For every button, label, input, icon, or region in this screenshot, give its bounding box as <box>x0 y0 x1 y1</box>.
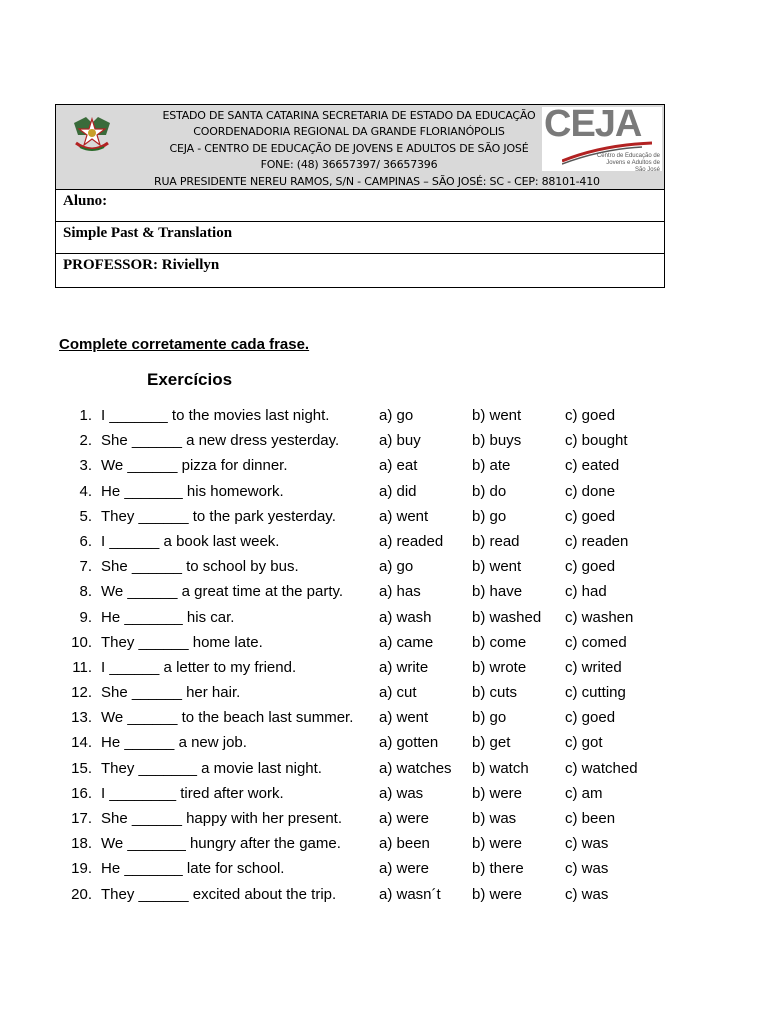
option-c: c) eated <box>565 457 620 475</box>
option-b: b) watch <box>472 759 529 777</box>
exercise-sentence: She ______ to school by bus. <box>101 558 299 576</box>
option-c: c) writed <box>565 658 622 676</box>
exercise-item <box>70 884 750 909</box>
exercise-sentence: She ______ happy with her present. <box>101 810 343 827</box>
option-b: b) was <box>472 810 517 827</box>
option-b: b) were <box>472 835 523 853</box>
option-b: b) were <box>472 784 523 802</box>
exercise-number: 6. <box>79 532 92 550</box>
exercise-sentence: They ______ to the park yesterday. <box>101 507 336 525</box>
option-b: b) there <box>472 860 524 878</box>
option-c: c) goed <box>565 507 616 525</box>
option-a: a) eat <box>379 457 418 475</box>
option-b: b) go <box>472 507 507 525</box>
option-b: b) come <box>472 633 527 651</box>
option-a: a) was <box>379 784 424 802</box>
subject-row: Simple Past & Translation <box>56 222 664 254</box>
state-crest-icon <box>68 113 116 157</box>
exercise-number: 13. <box>71 709 92 727</box>
exercise-item <box>70 455 750 480</box>
ceja-logo <box>542 103 662 173</box>
option-b: b) go <box>472 709 507 727</box>
exercise-number: 16. <box>71 784 92 802</box>
option-c: c) bought <box>565 432 628 450</box>
option-c: c) comed <box>565 633 627 651</box>
option-c: c) readen <box>565 532 629 550</box>
option-a: a) were <box>379 860 430 878</box>
professor-row: PROFESSOR: Riviellyn <box>63 257 220 273</box>
exercise-sentence: I ________ tired after work. <box>101 784 284 802</box>
exercise-item <box>70 481 750 506</box>
logo-subtitle: Centro de Educação de Jovens e Adultos de São José <box>596 153 660 173</box>
option-a: a) gotten <box>379 734 439 752</box>
exercise-number: 12. <box>71 684 92 702</box>
exercise-sentence: We _______ hungry after the game. <box>101 835 341 853</box>
exercise-item <box>70 556 750 581</box>
exercise-sentence: He _______ late for school. <box>101 860 285 878</box>
option-c: c) was <box>565 835 609 853</box>
option-a: a) cut <box>379 684 417 702</box>
header-line: ESTADO DE SANTA CATARINA SECRETARIA DE ESTADO DA EDUCAÇÃO <box>162 109 536 122</box>
option-c: c) been <box>565 810 616 827</box>
option-b: b) have <box>472 583 523 601</box>
option-b: b) get <box>472 734 511 752</box>
exercise-sentence: I _______ to the movies last night. <box>101 407 330 424</box>
exercise-item <box>70 833 750 858</box>
exercise-sentence: I ______ a book last week. <box>101 532 280 550</box>
header-line: COORDENADORIA REGIONAL DA GRANDE FLORIANÓPOLIS <box>193 125 505 139</box>
exercise-number: 2. <box>79 432 92 450</box>
exercise-number: 9. <box>79 608 92 626</box>
option-a: a) been <box>379 835 430 853</box>
exercise-sentence: She ______ her hair. <box>101 684 241 702</box>
exercise-item <box>70 858 750 883</box>
exercise-sentence: She ______ a new dress yesterday. <box>101 432 340 450</box>
option-c: c) goed <box>565 709 616 727</box>
option-c: c) got <box>565 734 603 752</box>
exercise-item <box>70 430 750 455</box>
option-a: a) went <box>379 709 429 727</box>
exercise-item <box>70 808 750 833</box>
exercise-sentence: He _______ his car. <box>101 608 235 626</box>
option-c: c) was <box>565 885 609 903</box>
exercise-list <box>70 405 750 909</box>
option-c: c) washen <box>565 608 634 626</box>
exercise-sentence: We ______ a great time at the party. <box>101 583 344 601</box>
exercise-number: 7. <box>79 558 92 576</box>
option-c: c) cutting <box>565 684 626 702</box>
exercise-number: 18. <box>71 835 92 853</box>
exercise-number: 19. <box>71 860 92 878</box>
option-a: a) were <box>379 810 430 827</box>
option-b: b) ate <box>472 457 511 475</box>
exercise-number: 8. <box>79 583 92 601</box>
instruction-text: Complete corretamente cada frase. <box>59 336 310 353</box>
exercise-item <box>70 732 750 757</box>
exercise-item <box>70 531 750 556</box>
option-c: c) done <box>565 482 616 500</box>
exercise-number: 4. <box>79 482 92 500</box>
exercise-number: 11. <box>72 658 92 676</box>
exercise-item <box>70 506 750 531</box>
exercise-number: 14. <box>71 734 92 752</box>
option-b: b) do <box>472 482 507 500</box>
option-a: a) write <box>379 658 429 676</box>
exercise-sentence: They ______ excited about the trip. <box>101 885 337 903</box>
header-line: FONE: (48) 36657397/ 36657396 <box>260 158 438 172</box>
exercise-number: 1. <box>79 407 92 424</box>
exercise-item <box>70 581 750 606</box>
exercise-number: 15. <box>71 759 92 777</box>
exercise-item <box>70 657 750 682</box>
option-a: a) wash <box>379 608 432 626</box>
option-b: b) went <box>472 558 522 576</box>
exercise-sentence: They ______ home late. <box>101 633 263 651</box>
exercise-sentence: We ______ pizza for dinner. <box>101 457 288 475</box>
exercise-number: 10. <box>71 633 92 651</box>
student-row: Aluno: <box>56 190 664 222</box>
exercise-number: 17. <box>71 810 92 827</box>
exercise-item <box>70 632 750 657</box>
exercise-number: 3. <box>79 457 92 475</box>
option-a: a) go <box>379 407 414 424</box>
option-b: b) were <box>472 885 523 903</box>
option-a: a) go <box>379 558 414 576</box>
option-b: b) buys <box>472 432 522 450</box>
exercise-item <box>70 607 750 632</box>
option-b: b) wrote <box>472 658 527 676</box>
school-header-table <box>55 104 665 288</box>
exercise-sentence: We ______ to the beach last summer. <box>101 709 354 727</box>
exercises-title: Exercícios <box>147 370 233 389</box>
exercise-sentence: They _______ a movie last night. <box>101 759 322 777</box>
option-c: c) was <box>565 860 609 878</box>
option-a: a) readed <box>379 532 444 550</box>
option-a: a) watches <box>379 759 452 777</box>
option-a: a) buy <box>379 432 421 450</box>
option-b: b) went <box>472 407 522 424</box>
exercise-item <box>70 405 750 430</box>
exercise-item <box>70 783 750 808</box>
exercise-item <box>70 682 750 707</box>
option-b: b) cuts <box>472 684 518 702</box>
exercise-sentence: He _______ his homework. <box>101 482 284 500</box>
exercise-item <box>70 707 750 732</box>
option-c: c) goed <box>565 558 616 576</box>
header-banner <box>56 105 664 190</box>
exercise-number: 20. <box>71 885 92 903</box>
header-text-block <box>154 108 600 190</box>
option-a: a) has <box>379 583 421 601</box>
option-a: a) did <box>379 482 417 500</box>
option-a: a) went <box>379 507 429 525</box>
exercise-sentence: He ______ a new job. <box>101 734 247 752</box>
option-c: c) am <box>565 784 603 802</box>
option-c: c) had <box>565 583 607 601</box>
exercise-number: 5. <box>79 507 92 525</box>
option-a: a) wasn´t <box>379 885 441 903</box>
option-c: c) watched <box>565 759 638 777</box>
option-b: b) read <box>472 532 520 550</box>
option-a: a) came <box>379 633 434 651</box>
exercise-sentence: I ______ a letter to my friend. <box>101 658 297 676</box>
logo-text: CEJA <box>544 103 642 145</box>
exercise-item <box>70 758 750 783</box>
option-c: c) goed <box>565 407 616 424</box>
header-line: RUA PRESIDENTE NEREU RAMOS, S/N - CAMPINAS – SÃO JOSÉ: SC - CEP: 88101-410 <box>154 174 600 188</box>
header-line: CEJA - CENTRO DE EDUCAÇÃO DE JOVENS E ADULTOS DE SÃO JOSÉ <box>169 141 529 155</box>
option-b: b) washed <box>472 608 542 626</box>
